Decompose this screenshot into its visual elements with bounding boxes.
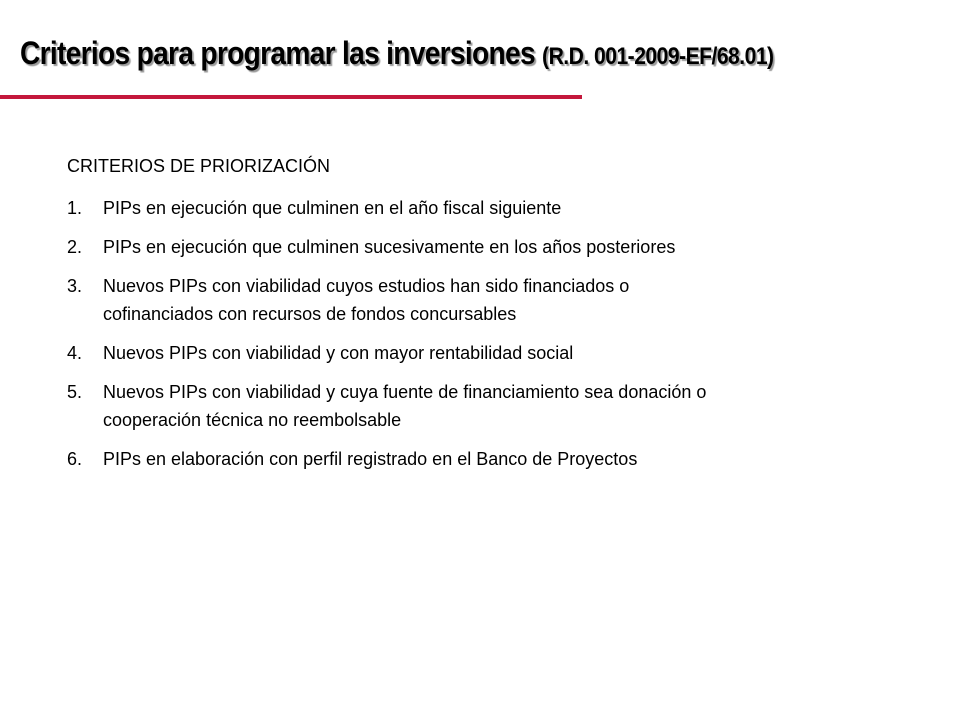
criteria-item-2 [67, 233, 727, 261]
slide-title [20, 33, 774, 77]
criteria-list [67, 194, 727, 473]
slide-title-reference: (R.D. 001-2009-EF/68.01) [542, 43, 774, 70]
criteria-number: 3. [67, 276, 83, 296]
criteria-text: PIPs en elaboración con perfil registrado en el Banco de Proyectos [103, 449, 638, 469]
criteria-section [67, 152, 727, 484]
criteria-item-1 [67, 194, 727, 222]
criteria-item-4 [67, 339, 727, 367]
criteria-heading: CRITERIOS DE PRIORIZACIÓN [67, 156, 331, 176]
criteria-number: 4. [67, 343, 83, 363]
criteria-text: PIPs en ejecución que culminen sucesivamente en los años posteriores [103, 237, 676, 257]
criteria-number: 6. [67, 449, 83, 469]
criteria-text: Nuevos PIPs con viabilidad y con mayor rentabilidad social [103, 343, 574, 363]
criteria-number: 2. [67, 237, 83, 257]
criteria-item-6 [67, 445, 727, 473]
criteria-text: Nuevos PIPs con viabilidad y cuya fuente de financiamiento sea donación o cooperación técnica no reembolsable [103, 382, 707, 430]
criteria-text: Nuevos PIPs con viabilidad cuyos estudios han sido financiados o cofinanciados con recursos de fondos concursables [103, 276, 630, 324]
criteria-item-3 [67, 272, 727, 328]
criteria-text: PIPs en ejecución que culminen en el año fiscal siguiente [103, 198, 562, 218]
criteria-item-5 [67, 378, 727, 434]
criteria-number: 1. [67, 198, 83, 218]
slide-title-text: Criterios para programar las inversiones [20, 35, 535, 71]
criteria-number: 5. [67, 382, 83, 402]
title-underline [0, 95, 582, 99]
